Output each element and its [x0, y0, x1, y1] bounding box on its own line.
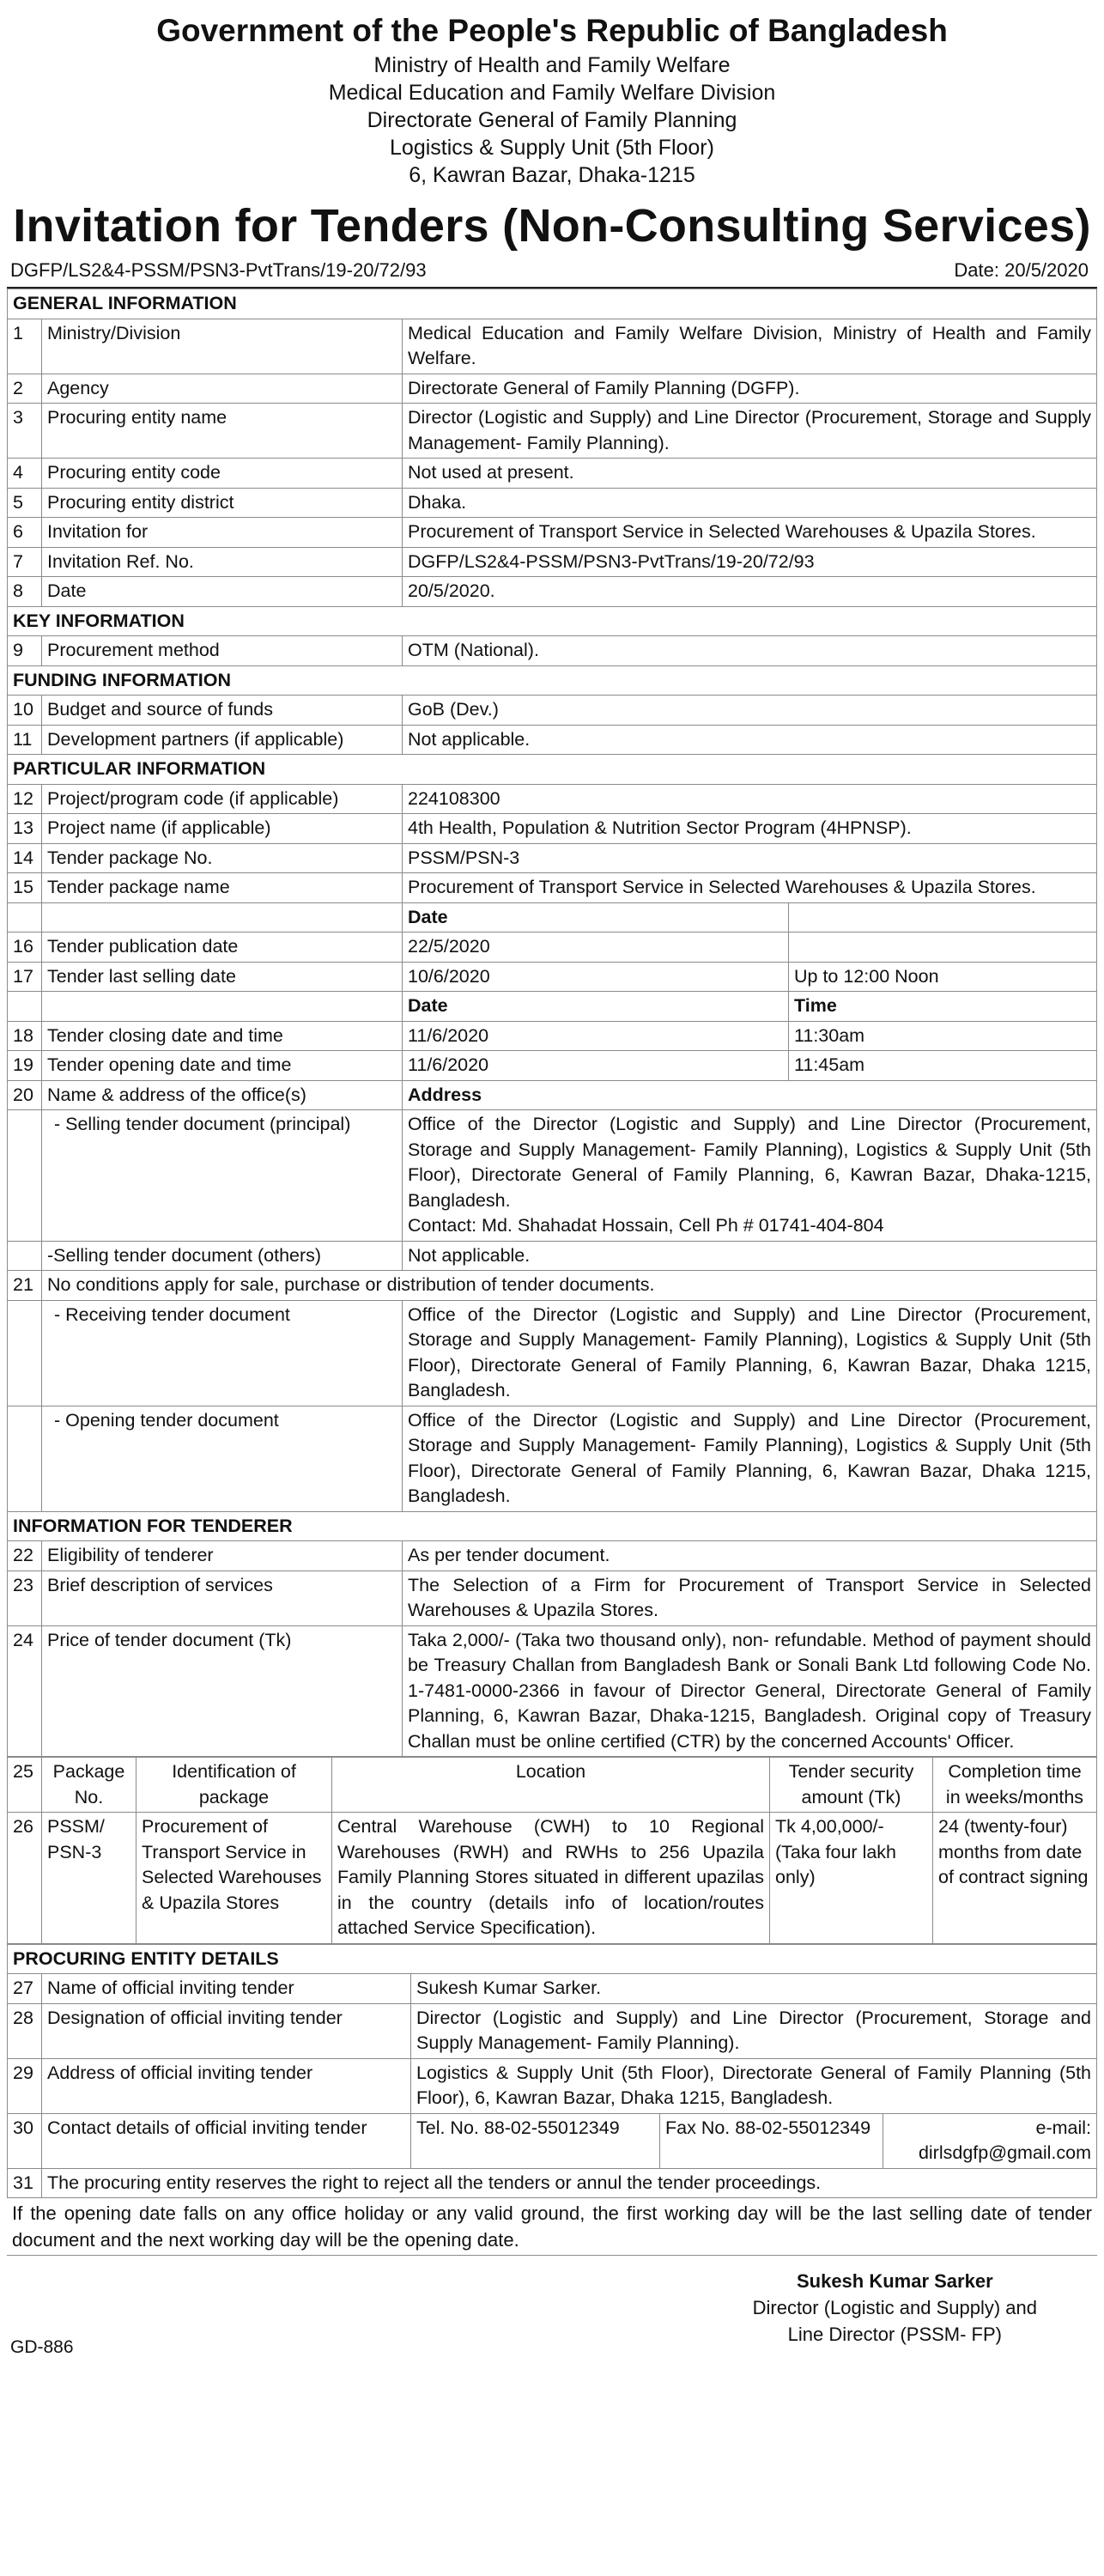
procuring-table: [7, 1944, 1097, 2199]
signature-area: [7, 2256, 1097, 2367]
table-row: - Receiving tender document Office of the Director (Logistic and Supply) and Line Director (Procurement, Storage and Supply Management- Family Planning), Logistics & Supply Unit (5th Floor), Directorate General of Family Planning, 6, Kawran Bazar, Dhaka 1215, Bangladesh.: [8, 1300, 1097, 1406]
table-row: 17 Tender last selling date 10/6/2020 Up to 12:00 Noon: [8, 962, 1097, 992]
table-row: 3 Procuring entity name Director (Logistic and Supply) and Line Director (Procurement, Storage and Supply Management- Family Planning).: [8, 404, 1097, 459]
table-row: 22 Eligibility of tenderer As per tender document.: [8, 1541, 1097, 1571]
table-row: [8, 992, 1097, 1022]
division-line: Medical Education and Family Welfare Division: [328, 81, 776, 105]
fax-number: Fax No. 88-02-55012349: [660, 2113, 883, 2168]
table-row: 4 Procuring entity code Not used at present.: [8, 459, 1097, 489]
address-heading: Address: [403, 1080, 1097, 1110]
ministry-line: Ministry of Health and Family Welfare: [373, 53, 731, 77]
advertisement-code: GD-886: [10, 2337, 74, 2357]
section-heading: KEY INFORMATION: [8, 606, 1097, 636]
tender-notice: [7, 0, 1097, 2367]
table-row: 30 Contact details of official inviting tender Tel. No. 88-02-55012349 Fax No. 88-02-55012349 e-mail: dirlsdgfp@gmail.com: [8, 2113, 1097, 2168]
time-column-heading: Time: [789, 992, 1097, 1022]
signatory-designation: Director (Logistic and Supply) and: [752, 2297, 1037, 2318]
section-heading: FUNDING INFORMATION: [8, 665, 1097, 696]
table-row: 26 PSSM/ PSN-3 Procurement of Transport Service in Selected Warehouses & Upazila Stores Central Warehouse (CWH) to 10 Regional Warehouses (RWH) and RWHs to 256 Upazila Family Planning Stores situated in different upazilas in the country (details info of location/routes attached Service Specification). Tk 4,00,000/- (Taka four lakh only) 24 (twenty-four) months from date of contract signing: [8, 1813, 1097, 1944]
table-row: - Opening tender document Office of the Director (Logistic and Supply) and Line Director (Procurement, Storage and Supply Management- Family Planning), Logistics & Supply Unit (5th Floor), Directorate General of Family Planning, 6, Kawran Bazar, Dhaka 1215, Bangladesh.: [8, 1406, 1097, 1511]
table-row: 27 Name of official inviting tender Sukesh Kumar Sarker.: [8, 1974, 1097, 2004]
table-row: 6 Invitation for Procurement of Transport Service in Selected Warehouses & Upazila Stores.: [8, 518, 1097, 548]
telephone-number: Tel. No. 88-02-55012349: [411, 2113, 660, 2168]
table-row: 28 Designation of official inviting tender Director (Logistic and Supply) and Line Director (Procurement, Storage and Supply Management- Family Planning).: [8, 2003, 1097, 2058]
package-table: [7, 1757, 1097, 1944]
package-header: Package No.: [42, 1758, 136, 1813]
table-row: [8, 902, 1097, 933]
completion-header: Completion time in weeks/months: [933, 1758, 1097, 1813]
signatory-designation-2: Line Director (PSSM- FP): [787, 2324, 1002, 2345]
table-row: 24 Price of tender document (Tk) Taka 2,000/- (Taka two thousand only), non- refundable. Method of payment should be Treasury Challan from Bangladesh Bank or Sonali Bank Ltd following Code No. 1-7481-0000-2366 in favour of Director General, Directorate General of Family Planning, 6, Kawran Bazar, Dhaka-1215, Bangladesh. Original copy of Treasury Challan must be online certified (CTR) by the concerned Accounts' Officer.: [8, 1625, 1097, 1757]
section-heading: GENERAL INFORMATION: [8, 289, 1097, 319]
table-row: 18 Tender closing date and time 11/6/2020 11:30am: [8, 1021, 1097, 1051]
table-row: 19 Tender opening date and time 11/6/2020 11:45am: [8, 1051, 1097, 1081]
table-row: 23 Brief description of services The Selection of a Firm for Procurement of Transport Service in Selected Warehouses & Upazila Stores.: [8, 1571, 1097, 1625]
table-row: 16 Tender publication date 22/5/2020: [8, 933, 1097, 963]
address-line: 6, Kawran Bazar, Dhaka-1215: [409, 163, 695, 187]
table-row: 10 Budget and source of funds GoB (Dev.): [8, 696, 1097, 726]
section-heading: INFORMATION FOR TENDERER: [8, 1511, 1097, 1541]
directorate-line: Directorate General of Family Planning: [367, 108, 737, 132]
table-row: 13 Project name (if applicable) 4th Health, Population & Nutrition Sector Program (4HPNSP).: [8, 814, 1097, 844]
info-table: [7, 289, 1097, 1757]
date-column-heading: Date: [403, 992, 789, 1022]
table-row: 15 Tender package name Procurement of Transport Service in Selected Warehouses & Upazila Stores.: [8, 873, 1097, 903]
header: [7, 0, 1097, 258]
table-row: 9 Procurement method OTM (National).: [8, 636, 1097, 666]
unit-line: Logistics & Supply Unit (5th Floor): [390, 136, 714, 160]
contact-person: Contact: Md. Shahadat Hossain, Cell Ph # 01741-404-804: [408, 1215, 884, 1236]
reference-number: DGFP/LS2&4-PSSM/PSN3-PvtTrans/19-20/72/93: [10, 259, 427, 281]
table-row: 25 Package No. Identification of package Location Tender security amount (Tk) Completion time in weeks/months: [8, 1758, 1097, 1813]
table-row: 1 Ministry/Division Medical Education and Family Welfare Division, Ministry of Health and Family Welfare.: [8, 319, 1097, 374]
security-header: Tender security amount (Tk): [770, 1758, 933, 1813]
government-title: Government of the People's Republic of Bangladesh: [156, 13, 948, 48]
table-row: 5 Procuring entity district Dhaka.: [8, 488, 1097, 518]
table-row: 2 Agency Directorate General of Family Planning (DGFP).: [8, 374, 1097, 404]
table-row: - Selling tender document (principal) Office of the Director (Logistic and Supply) and Line Director (Procurement, Storage and Supply Management- Family Planning), Logistics & Supply Unit (5th Floor), Directorate General of Family Planning, 6, Kawran Bazar, Dhaka-1215, Bangladesh. Contact: Md. Shahadat Hossain, Cell Ph # 01741-404-804: [8, 1110, 1097, 1242]
section-heading: PARTICULAR INFORMATION: [8, 755, 1097, 785]
signature-block: [753, 2268, 1037, 2348]
date-column-heading: Date: [403, 902, 789, 933]
holiday-note: If the opening date falls on any office holiday or any valid ground, the first working day will be the last selling date of tender document and the next working day will be the opening date.: [7, 2198, 1097, 2256]
location-header: Location: [332, 1758, 770, 1813]
reference-row: [7, 258, 1097, 289]
table-row: -Selling tender document (others) Not applicable.: [8, 1241, 1097, 1271]
table-row: 29 Address of official inviting tender Logistics & Supply Unit (5th Floor), Directorate General of Family Planning (5th Floor), 6, Kawran Bazar, Dhaka 1215, Bangladesh.: [8, 2058, 1097, 2113]
notice-date: Date: 20/5/2020: [954, 259, 1089, 281]
table-row: 7 Invitation Ref. No. DGFP/LS2&4-PSSM/PSN3-PvtTrans/19-20/72/93: [8, 547, 1097, 577]
table-row: 20 Name & address of the office(s) Address: [8, 1080, 1097, 1110]
table-row: 12 Project/program code (if applicable) 224108300: [8, 784, 1097, 814]
table-row: 8 Date 20/5/2020.: [8, 577, 1097, 607]
section-heading: PROCURING ENTITY DETAILS: [8, 1944, 1097, 1974]
table-row: 14 Tender package No. PSSM/PSN-3: [8, 843, 1097, 873]
page-title: Invitation for Tenders (Non-Consulting Services): [13, 200, 1091, 252]
identification-header: Identification of package: [136, 1758, 332, 1813]
table-row: 31 The procuring entity reserves the right to reject all the tenders or annul the tender proceedings.: [8, 2168, 1097, 2198]
table-row: 21 No conditions apply for sale, purchase or distribution of tender documents.: [8, 1271, 1097, 1301]
signatory-name: Sukesh Kumar Sarker: [796, 2270, 993, 2292]
table-row: 11 Development partners (if applicable) Not applicable.: [8, 725, 1097, 755]
email-link[interactable]: dirlsdgfp@gmail.com: [918, 2142, 1091, 2163]
